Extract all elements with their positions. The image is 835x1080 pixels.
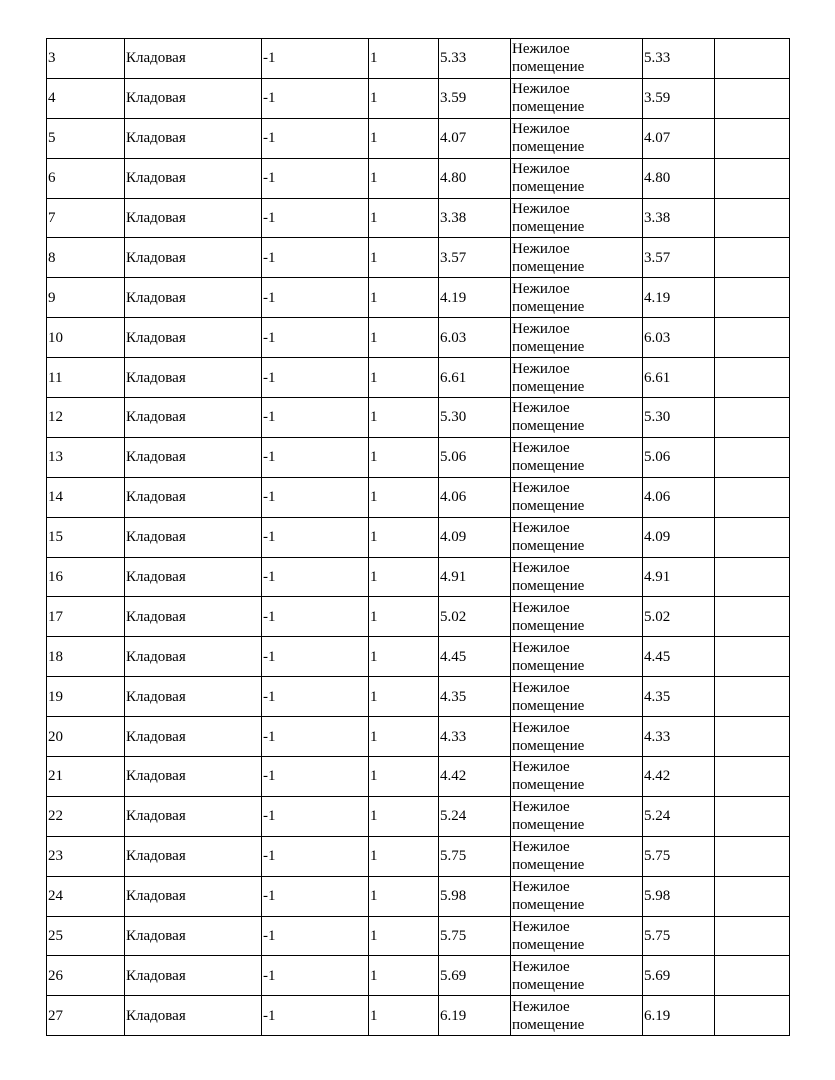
room-name-cell: Кладовая [125, 358, 262, 398]
floor-cell: -1 [262, 717, 369, 757]
premises-type-line1: Нежилое [512, 240, 570, 257]
premises-type-cell [511, 198, 643, 238]
count-cell: 1 [369, 238, 439, 278]
room-name-cell: Кладовая [125, 717, 262, 757]
area-cell: 5.30 [439, 398, 511, 438]
table-row [47, 597, 790, 637]
premises-type-line2: помещение [512, 338, 585, 355]
room-name-cell: Кладовая [125, 836, 262, 876]
room-name-cell: Кладовая [125, 477, 262, 517]
premises-type-line2: помещение [512, 59, 585, 76]
table-row [47, 717, 790, 757]
extra-cell [715, 677, 790, 717]
premises-type-line1: Нежилое [512, 998, 570, 1015]
table-row [47, 677, 790, 717]
premises-type-line1: Нежилое [512, 639, 570, 656]
row-number-cell: 12 [47, 398, 125, 438]
premises-type-cell [511, 757, 643, 797]
premises-type-cell [511, 517, 643, 557]
premises-type-cell [511, 557, 643, 597]
row-number-cell: 26 [47, 956, 125, 996]
extra-cell [715, 956, 790, 996]
table-row [47, 757, 790, 797]
table-row [47, 158, 790, 198]
room-name-cell: Кладовая [125, 796, 262, 836]
count-cell: 1 [369, 916, 439, 956]
area-cell: 5.75 [439, 836, 511, 876]
row-number-cell: 5 [47, 118, 125, 158]
area-cell: 6.19 [439, 996, 511, 1036]
row-number-cell: 14 [47, 477, 125, 517]
row-number-cell: 3 [47, 39, 125, 79]
extra-cell [715, 796, 790, 836]
premises-type-line2: помещение [512, 378, 585, 395]
total-area-cell: 4.19 [643, 278, 715, 318]
extra-cell [715, 597, 790, 637]
row-number-cell: 20 [47, 717, 125, 757]
area-cell: 5.06 [439, 437, 511, 477]
premises-type-cell [511, 876, 643, 916]
count-cell: 1 [369, 717, 439, 757]
table-row [47, 557, 790, 597]
total-area-cell: 4.33 [643, 717, 715, 757]
floor-cell: -1 [262, 318, 369, 358]
premises-type-line2: помещение [512, 498, 585, 515]
total-area-cell: 5.75 [643, 836, 715, 876]
table-row [47, 876, 790, 916]
premises-type-line1: Нежилое [512, 958, 570, 975]
area-cell: 5.24 [439, 796, 511, 836]
table-row [47, 637, 790, 677]
total-area-cell: 5.75 [643, 916, 715, 956]
area-cell: 6.03 [439, 318, 511, 358]
row-number-cell: 27 [47, 996, 125, 1036]
area-cell: 5.69 [439, 956, 511, 996]
premises-type-cell [511, 796, 643, 836]
extra-cell [715, 278, 790, 318]
extra-cell [715, 836, 790, 876]
area-cell: 4.19 [439, 278, 511, 318]
premises-type-line1: Нежилое [512, 599, 570, 616]
area-cell: 4.80 [439, 158, 511, 198]
floor-cell: -1 [262, 876, 369, 916]
extra-cell [715, 158, 790, 198]
count-cell: 1 [369, 757, 439, 797]
floor-cell: -1 [262, 358, 369, 398]
count-cell: 1 [369, 318, 439, 358]
count-cell: 1 [369, 796, 439, 836]
row-number-cell: 16 [47, 557, 125, 597]
premises-type-line1: Нежилое [512, 679, 570, 696]
extra-cell [715, 517, 790, 557]
premises-type-line2: помещение [512, 458, 585, 475]
area-cell: 4.91 [439, 557, 511, 597]
premises-type-line2: помещение [512, 578, 585, 595]
area-cell: 5.33 [439, 39, 511, 79]
extra-cell [715, 637, 790, 677]
room-name-cell: Кладовая [125, 398, 262, 438]
room-name-cell: Кладовая [125, 517, 262, 557]
room-name-cell: Кладовая [125, 318, 262, 358]
premises-type-cell [511, 39, 643, 79]
extra-cell [715, 78, 790, 118]
table-row [47, 796, 790, 836]
total-area-cell: 6.03 [643, 318, 715, 358]
premises-type-line1: Нежилое [512, 799, 570, 816]
room-name-cell: Кладовая [125, 637, 262, 677]
table-row [47, 836, 790, 876]
count-cell: 1 [369, 398, 439, 438]
total-area-cell: 3.57 [643, 238, 715, 278]
premises-table [46, 38, 790, 1036]
row-number-cell: 18 [47, 637, 125, 677]
row-number-cell: 4 [47, 78, 125, 118]
extra-cell [715, 437, 790, 477]
room-name-cell: Кладовая [125, 956, 262, 996]
premises-type-line2: помещение [512, 538, 585, 555]
premises-type-cell [511, 717, 643, 757]
area-cell: 3.59 [439, 78, 511, 118]
room-name-cell: Кладовая [125, 916, 262, 956]
area-cell: 6.61 [439, 358, 511, 398]
extra-cell [715, 757, 790, 797]
table-row [47, 238, 790, 278]
room-name-cell: Кладовая [125, 876, 262, 916]
premises-type-cell [511, 358, 643, 398]
count-cell: 1 [369, 836, 439, 876]
total-area-cell: 4.42 [643, 757, 715, 797]
area-cell: 4.33 [439, 717, 511, 757]
count-cell: 1 [369, 557, 439, 597]
room-name-cell: Кладовая [125, 437, 262, 477]
table-row [47, 318, 790, 358]
premises-type-line2: помещение [512, 219, 585, 235]
premises-type-line1: Нежилое [512, 879, 570, 896]
count-cell: 1 [369, 39, 439, 79]
extra-cell [715, 996, 790, 1036]
count-cell: 1 [369, 118, 439, 158]
premises-type-line2: помещение [512, 976, 585, 993]
premises-type-line2: помещение [512, 179, 585, 196]
premises-type-cell [511, 996, 643, 1036]
total-area-cell: 5.24 [643, 796, 715, 836]
premises-type-line1: Нежилое [512, 759, 570, 776]
table-row [47, 198, 790, 238]
total-area-cell: 4.45 [643, 637, 715, 677]
premises-type-line1: Нежилое [512, 360, 570, 377]
floor-cell: -1 [262, 796, 369, 836]
premises-type-line2: помещение [512, 937, 585, 954]
extra-cell [715, 477, 790, 517]
extra-cell [715, 358, 790, 398]
premises-type-line2: помещение [512, 298, 585, 315]
area-cell: 4.06 [439, 477, 511, 517]
floor-cell: -1 [262, 198, 369, 238]
room-name-cell: Кладовая [125, 557, 262, 597]
extra-cell [715, 557, 790, 597]
floor-cell: -1 [262, 956, 369, 996]
extra-cell [715, 39, 790, 79]
room-name-cell: Кладовая [125, 677, 262, 717]
table-row [47, 956, 790, 996]
row-number-cell: 11 [47, 358, 125, 398]
premises-type-cell [511, 437, 643, 477]
count-cell: 1 [369, 358, 439, 398]
premises-type-line1: Нежилое [512, 201, 570, 217]
row-number-cell: 25 [47, 916, 125, 956]
count-cell: 1 [369, 637, 439, 677]
floor-cell: -1 [262, 278, 369, 318]
extra-cell [715, 118, 790, 158]
premises-type-line1: Нежилое [512, 121, 570, 138]
floor-cell: -1 [262, 238, 369, 278]
premises-type-line1: Нежилое [512, 839, 570, 856]
total-area-cell: 4.80 [643, 158, 715, 198]
premises-type-line1: Нежилое [512, 560, 570, 577]
floor-cell: -1 [262, 477, 369, 517]
row-number-cell: 19 [47, 677, 125, 717]
total-area-cell: 6.61 [643, 358, 715, 398]
total-area-cell: 4.09 [643, 517, 715, 557]
premises-type-line1: Нежилое [512, 400, 570, 417]
table-row [47, 437, 790, 477]
floor-cell: -1 [262, 398, 369, 438]
count-cell: 1 [369, 517, 439, 557]
premises-type-line2: помещение [512, 1016, 585, 1033]
premises-type-line2: помещение [512, 139, 585, 156]
room-name-cell: Кладовая [125, 39, 262, 79]
premises-type-line2: помещение [512, 99, 585, 116]
room-name-cell: Кладовая [125, 238, 262, 278]
count-cell: 1 [369, 477, 439, 517]
extra-cell [715, 717, 790, 757]
premises-type-line1: Нежилое [512, 41, 570, 58]
row-number-cell: 17 [47, 597, 125, 637]
count-cell: 1 [369, 437, 439, 477]
floor-cell: -1 [262, 836, 369, 876]
floor-cell: -1 [262, 916, 369, 956]
total-area-cell: 5.33 [643, 39, 715, 79]
table-row [47, 477, 790, 517]
total-area-cell: 4.06 [643, 477, 715, 517]
premises-type-cell [511, 318, 643, 358]
area-cell: 5.98 [439, 876, 511, 916]
count-cell: 1 [369, 876, 439, 916]
row-number-cell: 23 [47, 836, 125, 876]
premises-type-cell [511, 78, 643, 118]
total-area-cell: 5.69 [643, 956, 715, 996]
room-name-cell: Кладовая [125, 198, 262, 238]
premises-type-cell [511, 118, 643, 158]
count-cell: 1 [369, 677, 439, 717]
premises-table-body [47, 39, 790, 1036]
row-number-cell: 10 [47, 318, 125, 358]
total-area-cell: 4.91 [643, 557, 715, 597]
area-cell: 4.35 [439, 677, 511, 717]
table-row [47, 517, 790, 557]
row-number-cell: 22 [47, 796, 125, 836]
total-area-cell: 5.30 [643, 398, 715, 438]
premises-type-line1: Нежилое [512, 161, 570, 178]
count-cell: 1 [369, 597, 439, 637]
extra-cell [715, 398, 790, 438]
room-name-cell: Кладовая [125, 996, 262, 1036]
count-cell: 1 [369, 996, 439, 1036]
floor-cell: -1 [262, 996, 369, 1036]
area-cell: 4.42 [439, 757, 511, 797]
table-row [47, 358, 790, 398]
total-area-cell: 6.19 [643, 996, 715, 1036]
premises-type-cell [511, 836, 643, 876]
area-cell: 4.07 [439, 118, 511, 158]
count-cell: 1 [369, 278, 439, 318]
extra-cell [715, 876, 790, 916]
premises-type-line1: Нежилое [512, 280, 570, 297]
area-cell: 3.57 [439, 238, 511, 278]
table-row [47, 278, 790, 318]
premises-type-line1: Нежилое [512, 440, 570, 457]
premises-type-line2: помещение [512, 817, 585, 834]
premises-type-line1: Нежилое [512, 320, 570, 337]
premises-type-cell [511, 597, 643, 637]
floor-cell: -1 [262, 158, 369, 198]
room-name-cell: Кладовая [125, 597, 262, 637]
premises-type-line2: помещение [512, 777, 585, 794]
total-area-cell: 3.38 [643, 198, 715, 238]
total-area-cell: 5.98 [643, 876, 715, 916]
room-name-cell: Кладовая [125, 118, 262, 158]
row-number-cell: 13 [47, 437, 125, 477]
row-number-cell: 9 [47, 278, 125, 318]
area-cell: 4.09 [439, 517, 511, 557]
floor-cell: -1 [262, 757, 369, 797]
total-area-cell: 4.35 [643, 677, 715, 717]
premises-type-line2: помещение [512, 697, 585, 714]
row-number-cell: 6 [47, 158, 125, 198]
row-number-cell: 21 [47, 757, 125, 797]
table-row [47, 996, 790, 1036]
row-number-cell: 8 [47, 238, 125, 278]
floor-cell: -1 [262, 677, 369, 717]
floor-cell: -1 [262, 78, 369, 118]
premises-type-cell [511, 477, 643, 517]
premises-type-cell [511, 637, 643, 677]
count-cell: 1 [369, 78, 439, 118]
floor-cell: -1 [262, 437, 369, 477]
area-cell: 3.38 [439, 198, 511, 238]
floor-cell: -1 [262, 557, 369, 597]
total-area-cell: 5.02 [643, 597, 715, 637]
floor-cell: -1 [262, 39, 369, 79]
premises-type-line2: помещение [512, 897, 585, 914]
room-name-cell: Кладовая [125, 158, 262, 198]
premises-type-line1: Нежилое [512, 480, 570, 497]
premises-type-cell [511, 677, 643, 717]
area-cell: 5.75 [439, 916, 511, 956]
count-cell: 1 [369, 956, 439, 996]
row-number-cell: 7 [47, 198, 125, 238]
premises-type-line1: Нежилое [512, 919, 570, 936]
area-cell: 5.02 [439, 597, 511, 637]
row-number-cell: 15 [47, 517, 125, 557]
floor-cell: -1 [262, 118, 369, 158]
table-row [47, 39, 790, 79]
premises-type-line2: помещение [512, 617, 585, 634]
table-row [47, 78, 790, 118]
extra-cell [715, 238, 790, 278]
total-area-cell: 4.07 [643, 118, 715, 158]
extra-cell [715, 198, 790, 238]
total-area-cell: 5.06 [643, 437, 715, 477]
premises-type-line2: помещение [512, 418, 585, 435]
extra-cell [715, 916, 790, 956]
premises-type-cell [511, 238, 643, 278]
room-name-cell: Кладовая [125, 757, 262, 797]
premises-type-line2: помещение [512, 857, 585, 874]
premises-type-line1: Нежилое [512, 81, 570, 98]
count-cell: 1 [369, 158, 439, 198]
row-number-cell: 24 [47, 876, 125, 916]
table-row [47, 916, 790, 956]
premises-type-cell [511, 956, 643, 996]
count-cell: 1 [369, 198, 439, 238]
table-row [47, 398, 790, 438]
premises-type-cell [511, 158, 643, 198]
floor-cell: -1 [262, 637, 369, 677]
table-row [47, 118, 790, 158]
premises-type-line2: помещение [512, 258, 585, 275]
premises-type-line1: Нежилое [512, 520, 570, 537]
room-name-cell: Кладовая [125, 78, 262, 118]
premises-type-cell [511, 398, 643, 438]
floor-cell: -1 [262, 597, 369, 637]
total-area-cell: 3.59 [643, 78, 715, 118]
premises-type-cell [511, 278, 643, 318]
area-cell: 4.45 [439, 637, 511, 677]
extra-cell [715, 318, 790, 358]
premises-type-line2: помещение [512, 657, 585, 674]
floor-cell: -1 [262, 517, 369, 557]
premises-type-cell [511, 916, 643, 956]
premises-type-line2: помещение [512, 737, 585, 754]
room-name-cell: Кладовая [125, 278, 262, 318]
premises-type-line1: Нежилое [512, 719, 570, 736]
